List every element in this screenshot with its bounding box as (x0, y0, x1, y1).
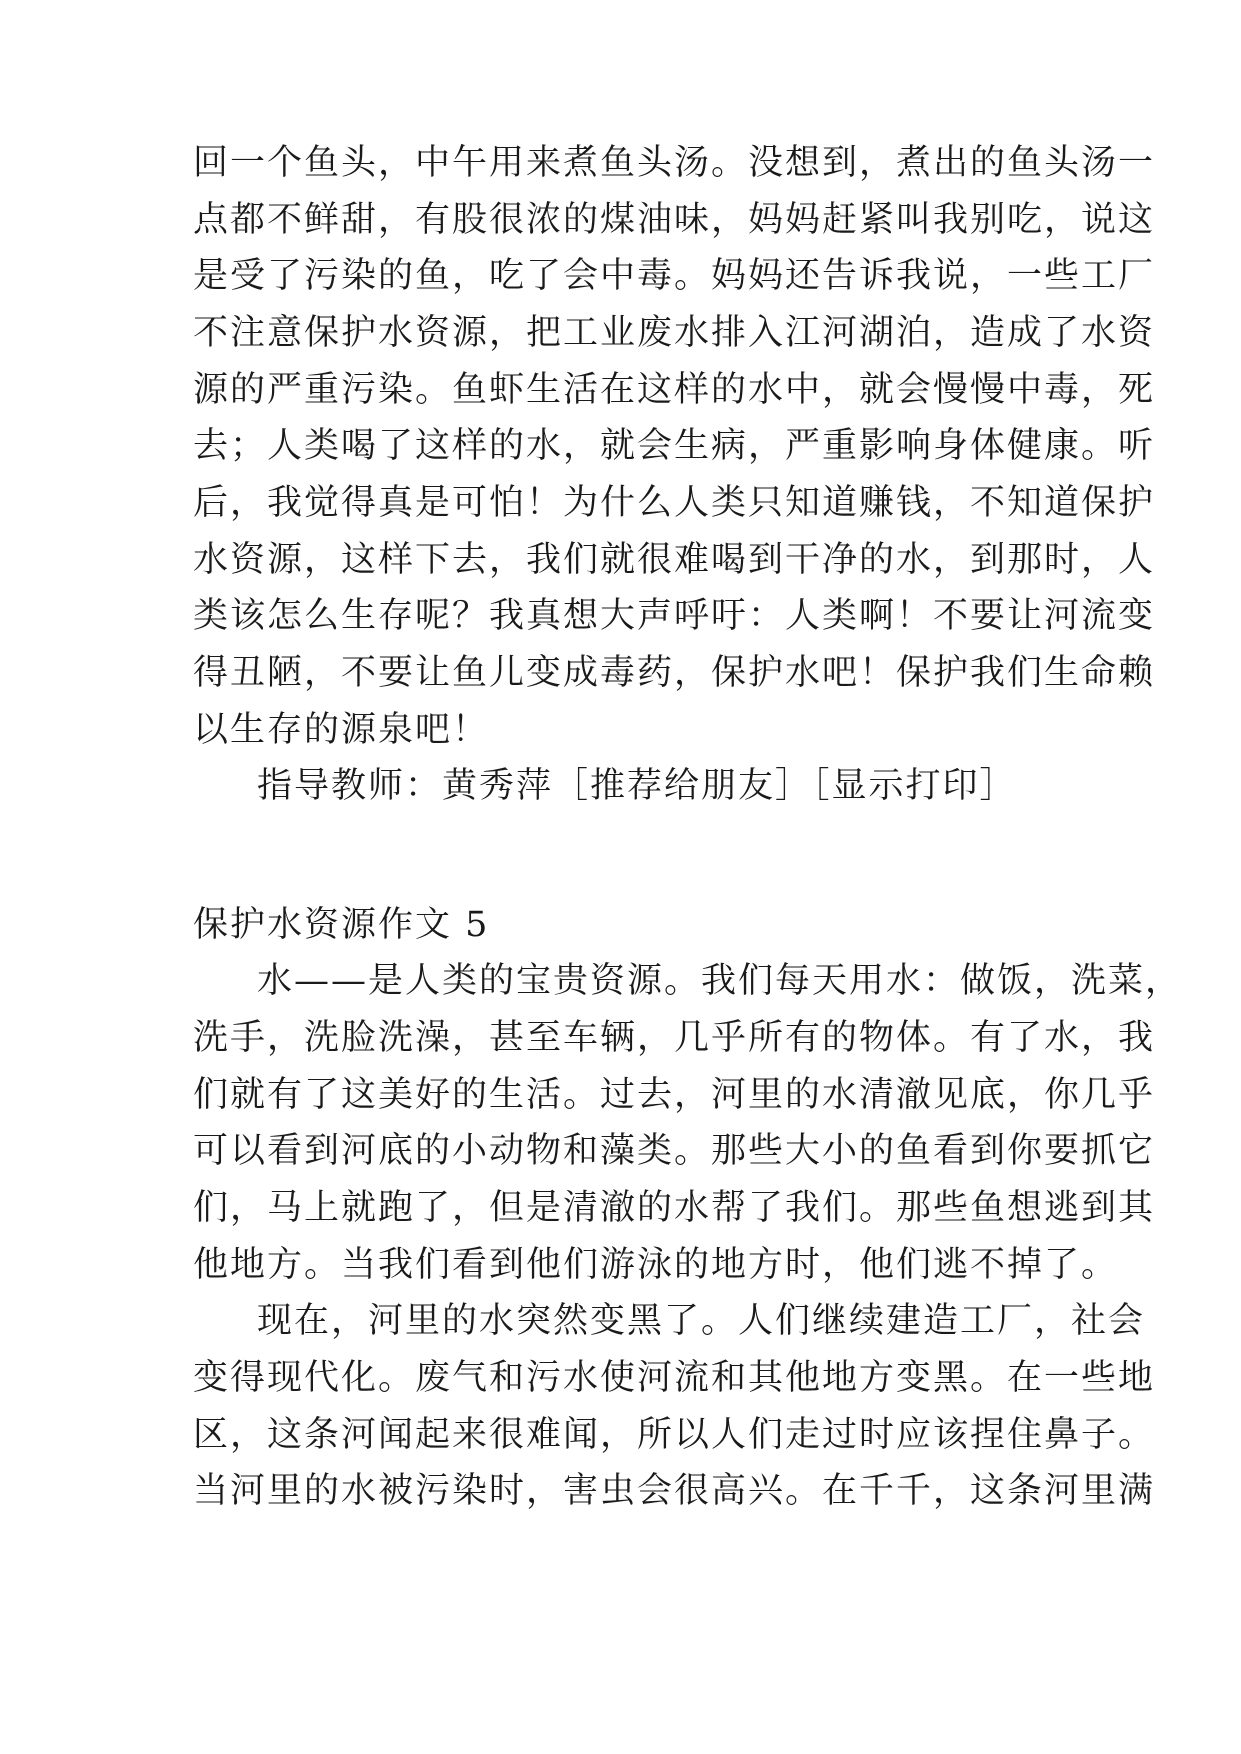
paragraph-first-line: 水——是人类的宝贵资源。我们每天用水：做饭，洗菜， (257, 961, 1183, 1001)
text-line: 洗手，洗脸洗澡，甚至车辆，几乎所有的物体。有了水，我 (193, 1018, 1156, 1058)
text-line: 变得现代化。废气和污水使河流和其他地方变黑。在一些地 (193, 1358, 1156, 1398)
paragraph-first-line: 现在，河里的水突然变黑了。人们继续建造工厂，社会 (257, 1301, 1146, 1341)
text-line: 以生存的源泉吧！ (193, 710, 490, 750)
text-line: 区，这条河闻起来很难闻，所以人们走过时应该捏住鼻子。 (193, 1415, 1156, 1455)
section-title: 保护水资源作文 5 (193, 905, 490, 945)
text-line: 水资源，这样下去，我们就很难喝到干净的水，到那时，人 (193, 540, 1156, 580)
text-line: 得丑陋，不要让鱼儿变成毒药，保护水吧！保护我们生命赖 (193, 653, 1156, 693)
text-line: 去；人类喝了这样的水，就会生病，严重影响身体健康。听 (193, 426, 1156, 466)
text-line: 是受了污染的鱼，吃了会中毒。妈妈还告诉我说，一些工厂 (193, 256, 1156, 296)
text-line: 源的严重污染。鱼虾生活在这样的水中，就会慢慢中毒，死 (193, 370, 1156, 410)
text-line: 他地方。当我们看到他们游泳的地方时，他们逃不掉了。 (193, 1245, 1119, 1285)
text-line: 不注意保护水资源，把工业废水排入江河湖泊，造成了水资 (193, 313, 1156, 353)
teacher-line: 指导教师：黄秀萍［推荐给朋友］［显示打印］ (257, 766, 1017, 806)
text-line: 可以看到河底的小动物和藻类。那些大小的鱼看到你要抓它 (193, 1131, 1156, 1171)
text-line: 后，我觉得真是可怕！为什么人类只知道赚钱，不知道保护 (193, 483, 1156, 523)
text-line: 回一个鱼头，中午用来煮鱼头汤。没想到，煮出的鱼头汤一 (193, 143, 1156, 183)
text-line: 们，马上就跑了，但是清澈的水帮了我们。那些鱼想逃到其 (193, 1188, 1156, 1228)
text-line: 们就有了这美好的生活。过去，河里的水清澈见底，你几乎 (193, 1075, 1156, 1115)
text-line: 类该怎么生存呢？我真想大声呼吁：人类啊！不要让河流变 (193, 596, 1156, 636)
text-line: 点都不鲜甜，有股很浓的煤油味，妈妈赶紧叫我别吃，说这 (193, 200, 1156, 240)
text-line: 当河里的水被污染时，害虫会很高兴。在千千，这条河里满 (193, 1471, 1156, 1511)
